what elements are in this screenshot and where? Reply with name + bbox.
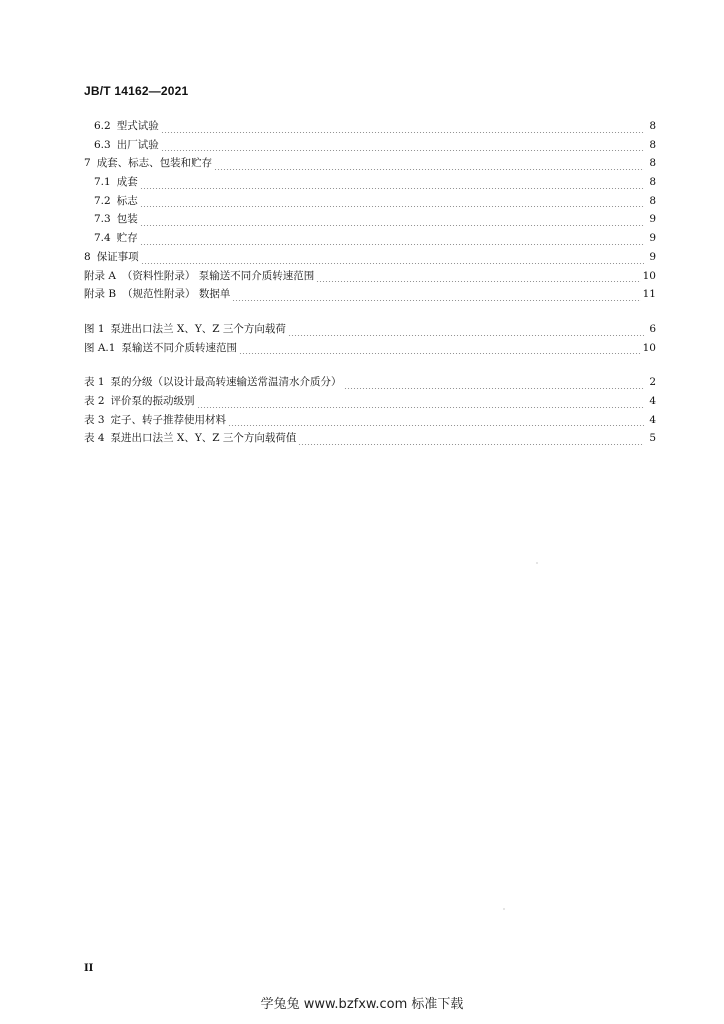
toc-leader-dots	[239, 353, 641, 354]
toc-entry-title: 标志	[116, 194, 138, 207]
toc-entry-number: 7.3	[94, 213, 111, 226]
toc-entry[interactable]	[84, 118, 656, 137]
toc-entry[interactable]	[84, 412, 656, 431]
toc-entry-number: 图 A.1	[84, 341, 116, 354]
toc-entry-title: 贮存	[116, 232, 138, 245]
toc-entry-title: 型式试验	[116, 120, 159, 132]
toc-leader-dots	[214, 169, 644, 170]
toc-entry-page: 8	[649, 176, 656, 189]
toc-entry-number: 表 1	[84, 376, 105, 389]
toc-entry-number: 8	[84, 250, 91, 263]
toc-entry-page: 10	[642, 269, 656, 282]
toc-entry-page: 9	[649, 213, 656, 226]
toc-entry-number: 6.3	[94, 138, 111, 151]
toc-entry-page: 4	[649, 394, 656, 407]
toc-entry[interactable]	[84, 230, 656, 249]
toc-entry-title: 保证事项	[96, 250, 139, 263]
toc-entry-number: 表 3	[84, 413, 105, 426]
toc-entry-page: 10	[642, 341, 656, 354]
toc-entry[interactable]	[84, 374, 656, 393]
toc-entry-title: 泵的分级（以设计最高转速输送常温清水介质分）	[110, 376, 342, 389]
toc-group-sections	[84, 118, 656, 305]
toc-leader-dots	[140, 244, 644, 245]
toc-leader-dots	[232, 300, 640, 301]
toc-entry[interactable]	[84, 393, 656, 412]
toc-entry-number: 7.2	[94, 194, 111, 207]
toc-entry-page: 6	[649, 322, 656, 335]
toc-entry-page: 9	[649, 232, 656, 245]
toc-entry-page: 8	[649, 194, 656, 207]
toc-entry-number: 7.1	[94, 176, 111, 189]
toc-spacer	[84, 358, 656, 374]
toc-entry-title: 成套	[116, 176, 138, 189]
toc-leader-dots	[140, 225, 644, 226]
toc-entry-title: 定子、转子推荐使用材料	[110, 413, 227, 426]
toc-leader-dots	[228, 425, 644, 426]
toc-entry[interactable]	[84, 137, 656, 156]
toc-entry-title: 泵输送不同介质转速范围	[121, 341, 237, 354]
toc-entry-title: 成套、标志、包装和贮存	[96, 157, 213, 170]
toc-entry-number: 附录 B	[84, 288, 117, 301]
toc-entry-number: 7	[84, 157, 91, 170]
toc-entry-title: （资料性附录） 泵输送不同介质转速范围	[121, 269, 315, 282]
toc-entry[interactable]	[84, 155, 656, 174]
toc-entry-page: 5	[649, 432, 656, 445]
toc-entry-number: 表 4	[84, 432, 105, 445]
toc-entry-number: 7.4	[94, 232, 111, 245]
toc-entry[interactable]	[84, 321, 656, 340]
toc-entry[interactable]	[84, 286, 656, 305]
toc-entry-number: 附录 A	[84, 269, 116, 282]
toc-leader-dots	[298, 444, 644, 445]
toc-entry-page: 8	[649, 157, 656, 170]
toc-entry-page: 2	[649, 376, 656, 389]
table-of-contents	[84, 118, 656, 449]
toc-leader-dots	[316, 281, 640, 282]
toc-entry[interactable]	[84, 174, 656, 193]
toc-leader-dots	[140, 188, 644, 189]
toc-leader-dots	[140, 206, 644, 207]
scan-speck	[503, 908, 505, 910]
toc-entry-page: 11	[642, 288, 656, 301]
toc-entry[interactable]	[84, 211, 656, 230]
toc-leader-dots	[197, 407, 644, 408]
toc-entry-page: 8	[649, 120, 656, 132]
toc-entry-number: 6.2	[94, 120, 111, 132]
toc-entry-page: 8	[649, 138, 656, 151]
toc-spacer	[84, 305, 656, 321]
toc-leader-dots	[288, 335, 644, 336]
toc-entry[interactable]	[84, 193, 656, 212]
toc-group-figures	[84, 321, 656, 358]
toc-entry-title: 泵进出口法兰 X、Y、Z 三个方向载荷值	[110, 432, 297, 445]
toc-entry-number: 图 1	[84, 322, 105, 335]
toc-entry-title: 评价泵的振动级别	[110, 394, 195, 407]
toc-leader-dots	[161, 132, 644, 133]
toc-entry[interactable]	[84, 249, 656, 268]
toc-entry-title: 泵进出口法兰 X、Y、Z 三个方向载荷	[110, 322, 286, 335]
toc-entry-number: 表 2	[84, 394, 105, 407]
toc-leader-dots	[161, 150, 644, 151]
toc-entry[interactable]	[84, 340, 656, 359]
toc-entry[interactable]	[84, 430, 656, 449]
toc-leader-dots	[141, 263, 644, 264]
page-number: II	[84, 963, 94, 974]
toc-entry-title: （规范性附录） 数据单	[122, 288, 231, 301]
toc-entry[interactable]	[84, 268, 656, 287]
scan-speck	[536, 562, 538, 564]
watermark-text: 学兔兔 www.bzfxw.com 标准下载	[260, 997, 464, 1012]
toc-entry-title: 包装	[116, 213, 138, 226]
document-code: JB/T 14162—2021	[84, 84, 189, 98]
toc-entry-page: 9	[649, 250, 656, 263]
toc-group-tables	[84, 374, 656, 449]
toc-entry-title: 出厂试验	[116, 138, 159, 151]
toc-entry-page: 4	[649, 413, 656, 426]
toc-leader-dots	[344, 388, 644, 389]
